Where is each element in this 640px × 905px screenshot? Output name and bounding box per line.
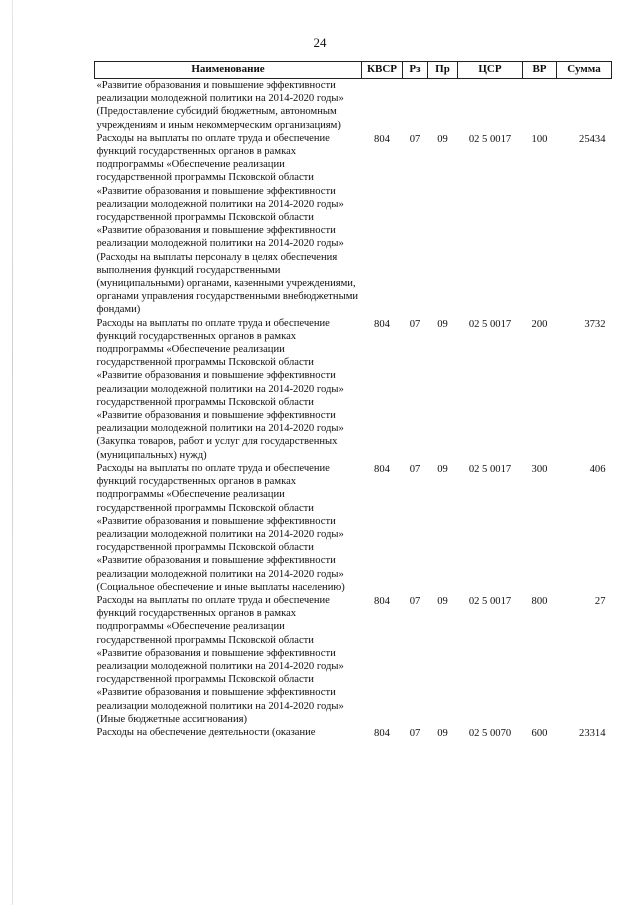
row-rz: 07 bbox=[409, 133, 421, 145]
table-row bbox=[95, 132, 612, 317]
header-rz: Рз bbox=[403, 62, 428, 79]
row-sum bbox=[557, 79, 612, 132]
row-pr: 09 bbox=[437, 463, 448, 475]
table-header-row bbox=[95, 62, 612, 79]
table-row bbox=[95, 317, 612, 462]
header-sum: Сумма bbox=[557, 62, 612, 79]
row-csr: 02 5 0017 bbox=[468, 595, 512, 607]
row-rz: 07 bbox=[409, 727, 421, 739]
row-csr: 02 5 0017 bbox=[468, 133, 512, 145]
row-name: «Развитие образования и повышение эффективности реализации молодежной политики на 2014-2020 годы» (Предоставление субсидий бюджетным, автономным учреждениям и иным некоммерческим организациям) bbox=[96, 80, 344, 131]
row-name: Расходы на выплаты по оплате труда и обеспечение функций государственных органов в рамках подпрограммы «Обеспечение реализации государственной программы Псковской области «Развитие образования и повышение эффективности реализации молодежной политики на 2014-2020 годы» государственной программы Псковской области «Развитие образования и повышение эффективности реализации молодежной политики на 2014-2020 годы» (Расходы на выплаты персоналу в целях обеспечения выполнения функций государственными (муниципальными) органами, казенными учреждениями, органами управления государственными внебюджетными фондами) bbox=[96, 132, 359, 316]
row-csr bbox=[458, 79, 523, 132]
table-row bbox=[95, 726, 612, 740]
row-pr: 09 bbox=[437, 133, 448, 145]
row-name: Расходы на выплаты по оплате труда и обеспечение функций государственных органов в рамках подпрограммы «Обеспечение реализации государственной программы Псковской области «Развитие образования и повышение эффективности реализации молодежной политики на 2014-2020 годы» государственной программы Псковской области «Развитие образования и повышение эффективности реализации молодежной политики на 2014-2020 годы» (Закупка товаров, работ и услуг для государственных (муниципальных) нужд) bbox=[96, 317, 344, 461]
page-number: 24 bbox=[313, 35, 327, 50]
row-pr bbox=[428, 79, 458, 132]
header-csr: ЦСР bbox=[458, 62, 523, 79]
row-csr: 02 5 0017 bbox=[468, 463, 512, 475]
row-sum: 406 bbox=[589, 463, 606, 475]
header-vr: ВР bbox=[523, 62, 557, 79]
row-rz: 07 bbox=[409, 318, 421, 330]
row-vr: 800 bbox=[531, 595, 548, 607]
row-sum: 3732 bbox=[584, 318, 606, 330]
row-csr: 02 5 0017 bbox=[468, 318, 512, 330]
row-rz: 07 bbox=[409, 595, 421, 607]
row-name: Расходы на выплаты по оплате труда и обеспечение функций государственных органов в рамках подпрограммы «Обеспечение реализации государственной программы Псковской области «Развитие образования и повышение эффективности реализации молодежной политики на 2014-2020 годы» государственной программы Псковской области «Развитие образования и повышение эффективности реализации молодежной политики на 2014-2020 годы» (Социальное обеспечение и иные выплаты населению) bbox=[96, 462, 345, 593]
header-kvsr: КВСР bbox=[362, 62, 403, 79]
row-sum: 25434 bbox=[579, 133, 606, 145]
scan-edge-shadow bbox=[12, 0, 13, 905]
row-vr: 600 bbox=[531, 727, 548, 739]
row-sum: 23314 bbox=[579, 727, 606, 739]
row-name: Расходы на выплаты по оплате труда и обеспечение функций государственных органов в рамках подпрограммы «Обеспечение реализации государственной программы Псковской области «Развитие образования и повышение эффективности реализации молодежной политики на 2014-2020 годы» государственной программы Псковской области «Развитие образования и повышение эффективности реализации молодежной политики на 2014-2020 годы» (Иные бюджетные ассигнования) bbox=[96, 594, 344, 725]
row-rz bbox=[403, 79, 428, 132]
row-pr: 09 bbox=[437, 727, 448, 739]
row-vr: 200 bbox=[531, 318, 548, 330]
row-pr: 09 bbox=[437, 595, 448, 607]
row-vr: 100 bbox=[531, 133, 548, 145]
header-name: Наименование bbox=[95, 62, 362, 79]
budget-table bbox=[94, 61, 612, 740]
table-row bbox=[95, 594, 612, 726]
row-vr bbox=[523, 79, 557, 132]
row-kvsr bbox=[362, 79, 403, 132]
row-kvsr: 804 bbox=[374, 727, 390, 739]
row-vr: 300 bbox=[531, 463, 548, 475]
table-row bbox=[95, 79, 612, 132]
row-name: Расходы на обеспечение деятельности (оказание bbox=[96, 726, 316, 738]
row-rz: 07 bbox=[409, 463, 421, 475]
row-kvsr: 804 bbox=[374, 595, 390, 607]
row-kvsr: 804 bbox=[374, 463, 390, 475]
table-row bbox=[95, 462, 612, 594]
row-csr: 02 5 0070 bbox=[468, 727, 512, 739]
row-pr: 09 bbox=[437, 318, 448, 330]
row-kvsr: 804 bbox=[374, 318, 390, 330]
row-kvsr: 804 bbox=[374, 133, 390, 145]
header-pr: Пр bbox=[428, 62, 458, 79]
row-sum: 27 bbox=[594, 595, 606, 607]
